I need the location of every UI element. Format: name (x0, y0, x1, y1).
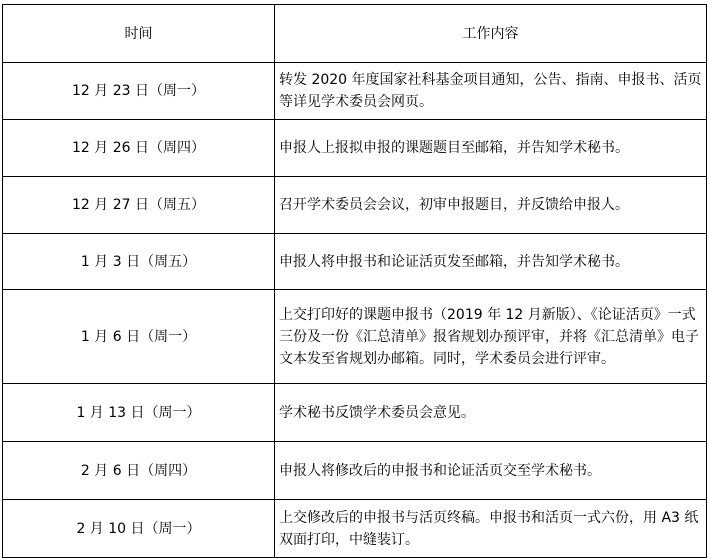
time-cell: 12 月 27 日（周五） (3, 177, 275, 234)
content-cell: 召开学术委员会会议，初审申报题目，并反馈给申报人。 (275, 177, 707, 234)
table-header (3, 5, 707, 63)
column-header-time: 时间 (3, 5, 275, 63)
table-row (3, 384, 707, 442)
content-cell: 申报人将申报书和论证活页发至邮箱，并告知学术秘书。 (275, 234, 707, 290)
time-cell: 12 月 26 日（周四） (3, 120, 275, 177)
schedule-table (2, 4, 707, 558)
content-cell: 申报人上报拟申报的课题题目至邮箱，并告知学术秘书。 (275, 120, 707, 177)
column-header-content: 工作内容 (275, 5, 707, 63)
table-row (3, 500, 707, 558)
content-cell: 学术秘书反馈学术委员会意见。 (275, 384, 707, 442)
content-cell: 上交打印好的课题申报书（2019 年 12 月新版）、《论证活页》一式三份及一份《汇总清单》报省规划办预评审，并将《汇总清单》电子文本发至省规划办邮箱。同时，学术委员会进行评审。 (275, 290, 707, 384)
time-cell: 1 月 3 日（周五） (3, 234, 275, 290)
time-cell: 12 月 23 日（周一） (3, 63, 275, 120)
content-cell: 申报人将修改后的申报书和论证活页交至学术秘书。 (275, 442, 707, 500)
content-cell: 上交修改后的申报书与活页终稿。申报书和活页一式六份，用 A3 纸双面打印，中缝装订。 (275, 500, 707, 558)
table-row (3, 63, 707, 120)
header-row (3, 5, 707, 63)
content-cell: 转发 2020 年度国家社科基金项目通知，公告、指南、申报书、活页等详见学术委员会网页。 (275, 63, 707, 120)
table-row (3, 442, 707, 500)
time-cell: 1 月 13 日（周一） (3, 384, 275, 442)
table-row (3, 120, 707, 177)
time-cell: 1 月 6 日（周一） (3, 290, 275, 384)
time-cell: 2 月 6 日（周四） (3, 442, 275, 500)
table-row (3, 234, 707, 290)
table-row (3, 177, 707, 234)
time-cell: 2 月 10 日（周一） (3, 500, 275, 558)
table-body (3, 63, 707, 558)
table-row (3, 290, 707, 384)
